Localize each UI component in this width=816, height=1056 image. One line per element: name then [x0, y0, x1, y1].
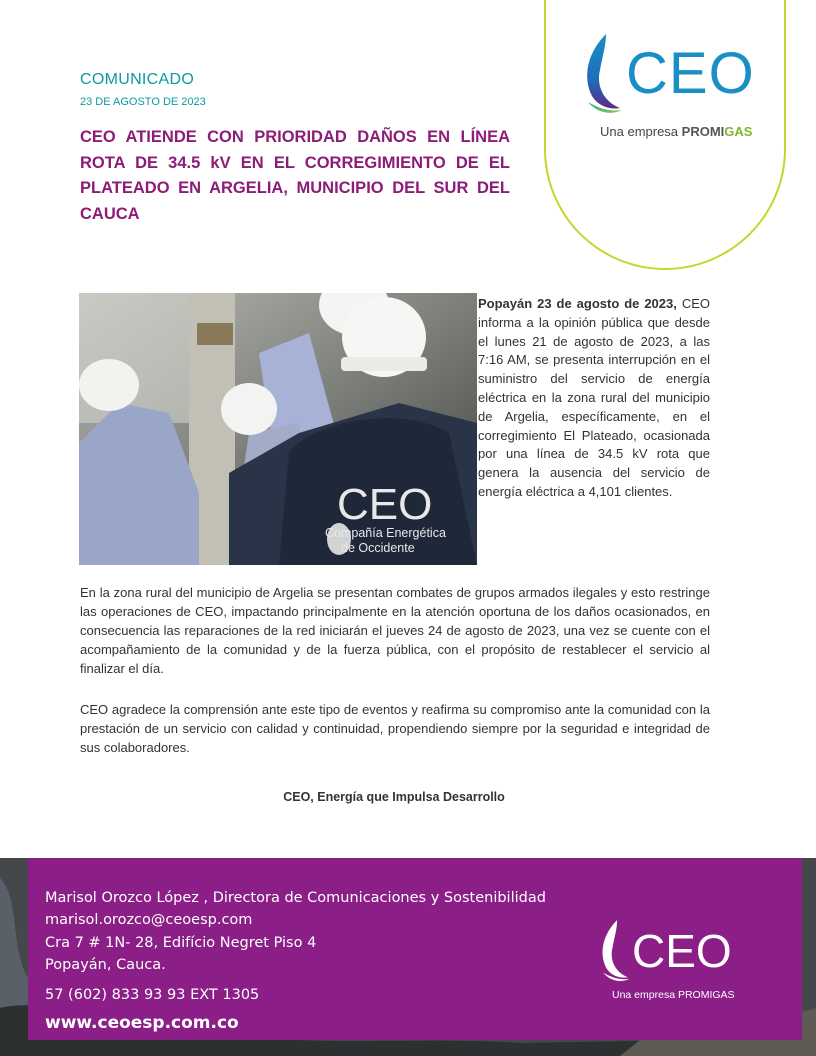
body-paragraph: CEO agradece la comprensión ante este tipo de eventos y reafirma su compromiso ante la comunidad con la prestación de un servicio con calidad y continuidad, propendiendo siempre por la seguridad e integridad de sus colaboradores. — [80, 702, 710, 755]
ceo-logo — [580, 32, 755, 116]
flame-icon — [580, 32, 624, 116]
jacket-line-2: de Occidente — [341, 541, 415, 555]
logo-wordmark: CEO — [626, 41, 755, 106]
contact-email[interactable]: marisol.orozco@ceoesp.com — [45, 912, 253, 928]
jacket-logo: CEO — [337, 480, 433, 529]
document-type: COMUNICADO — [80, 71, 195, 88]
logo-subtitle: Una empresa PROMIGAS — [600, 124, 753, 139]
contact-phone: 57 (602) 833 93 93 EXT 1305 — [45, 987, 260, 1003]
contact-name: Marisol Orozco López , Directora de Comunicaciones y Sostenibilidad — [45, 890, 546, 906]
contact-city: Popayán, Cauca. — [45, 957, 166, 973]
jacket-line-1: Compañía Energética — [325, 526, 446, 540]
footer-ceo-logo — [597, 918, 732, 984]
closing-tagline: CEO, Energía que Impulsa Desarrollo — [283, 790, 505, 804]
body-paragraph: En la zona rural del municipio de Argelia se presentan combates de grupos armados ilegales y esto restringe las operaciones de CEO, impactando principalmente en la atención oportuna de los daños ocasionados, en consecuencia las reparaciones de la red iniciarán el jueves 24 de agosto de 2023, una vez se cuente con el acompañamiento de la comunidad y de la fuerza pública, con el propósito de restablecer el servicio al finalizar el día. — [80, 585, 710, 676]
lead-dateline: Popayán 23 de agosto de 2023, — [478, 296, 677, 311]
photo-illustration — [79, 293, 477, 565]
headline: CEO ATIENDE CON PRIORIDAD DAÑOS EN LÍNEA ROTA DE 34.5 kV EN EL CORREGIMIENTO DE EL PLATEADO EN ARGELIA, MUNICIPIO DEL SUR DEL CAUCA — [80, 128, 510, 223]
workers-photo — [79, 293, 477, 565]
document-date: 23 DE AGOSTO DE 2023 — [80, 96, 206, 108]
lead-paragraph — [478, 295, 710, 502]
lead-text: CEO informa a la opinión pública que desde el lunes 21 de agosto de 2023, a las 7:16 AM, se presenta interrupción en el suministro del servicio de energía eléctrica en la zona rural del municipio de Argelia, específicamente, en el corregimiento El Plateado, ocasionada por una línea de 34.5 kV rota que genera la ausencia del servicio de energía eléctrica a 4,101 clientes. — [478, 296, 710, 499]
footer-logo-subtitle: Una empresa PROMIGAS — [612, 989, 735, 1001]
website-link[interactable]: www.ceoesp.com.co — [45, 1013, 239, 1033]
logo-wordmark: CEO — [632, 925, 732, 977]
contact-address: Cra 7 # 1N- 28, Edifício Negret Piso 4 — [45, 935, 317, 951]
flame-icon — [597, 918, 631, 984]
